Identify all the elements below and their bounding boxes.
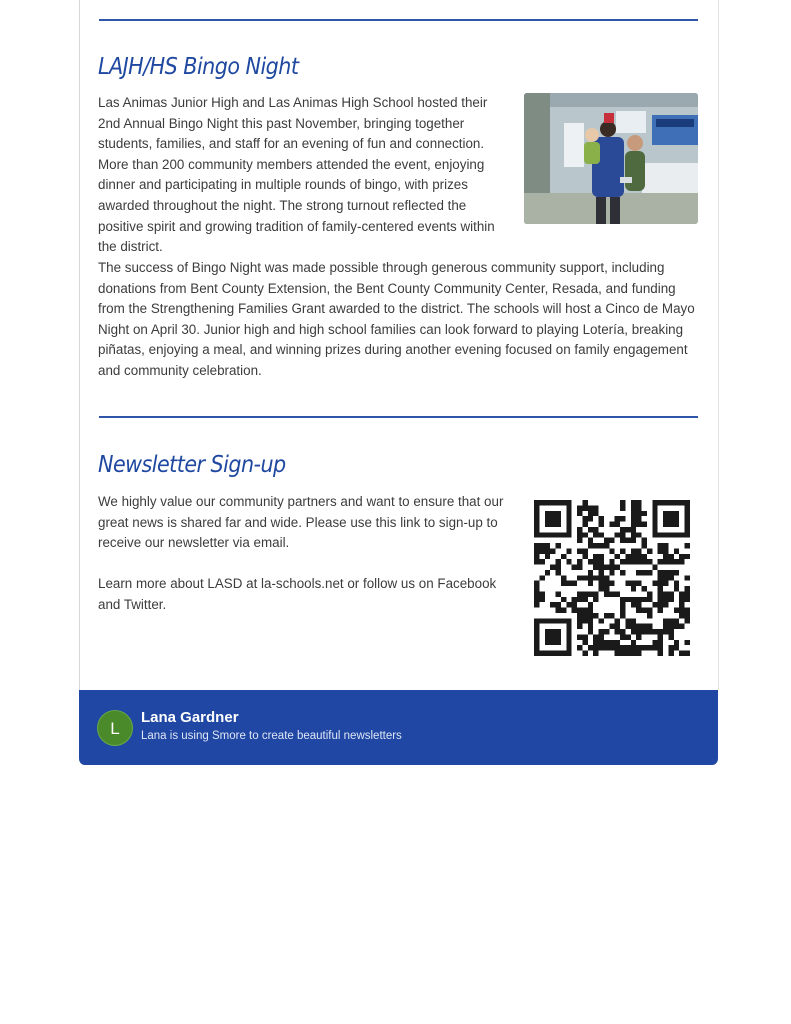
bingo-night-photo <box>524 93 698 224</box>
section-divider-middle <box>99 416 698 418</box>
newsletter-info-text: Learn more about LASD at la-schools.net or follow us on Facebook and Twitter. <box>98 576 497 612</box>
bingo-paragraph-1: Las Animas Junior High and Las Animas High School hosted their 2nd Annual Bingo Night this past November, bringing together students, families, and staff for an evening of fun and connection. More than 200 community members attended the event, enjoying dinner and participating in multiple rounds of bingo, with prizes awarded throughout the night. The strong turnout reflected the positive spirit and growing tradition of family-centered events within the district. <box>98 95 495 255</box>
smore-footer-banner[interactable] <box>79 690 718 765</box>
author-name: Lana Gardner <box>141 709 239 726</box>
bingo-section-title: LAJH/HS Bingo Night <box>98 54 299 80</box>
newsletter-signup-text: We highly value our community partners and want to ensure that our great news is shared far and wide. Please use this link to sign-up to receive our newsletter via email. <box>98 494 504 551</box>
section-divider-top <box>99 19 698 21</box>
qr-code-image[interactable] <box>534 500 690 656</box>
author-tagline: Lana is using Smore to create beautiful newsletters <box>141 730 402 742</box>
newsletter-section-title: Newsletter Sign-up <box>98 452 286 478</box>
avatar: L <box>97 710 133 746</box>
bingo-paragraph-2: The success of Bingo Night was made possible through generous community support, including donations from Bent County Extension, the Bent County Community Center, Resada, and funding from the Strengthening Families Grant awarded to the district. The schools will host a Cinco de Mayo Night on April 30. Junior high and high school families can look forward to playing Lotería, breaking piñatas, enjoying a meal, and winning prizes during another evening focused on family engagement and community celebration. <box>98 260 695 378</box>
